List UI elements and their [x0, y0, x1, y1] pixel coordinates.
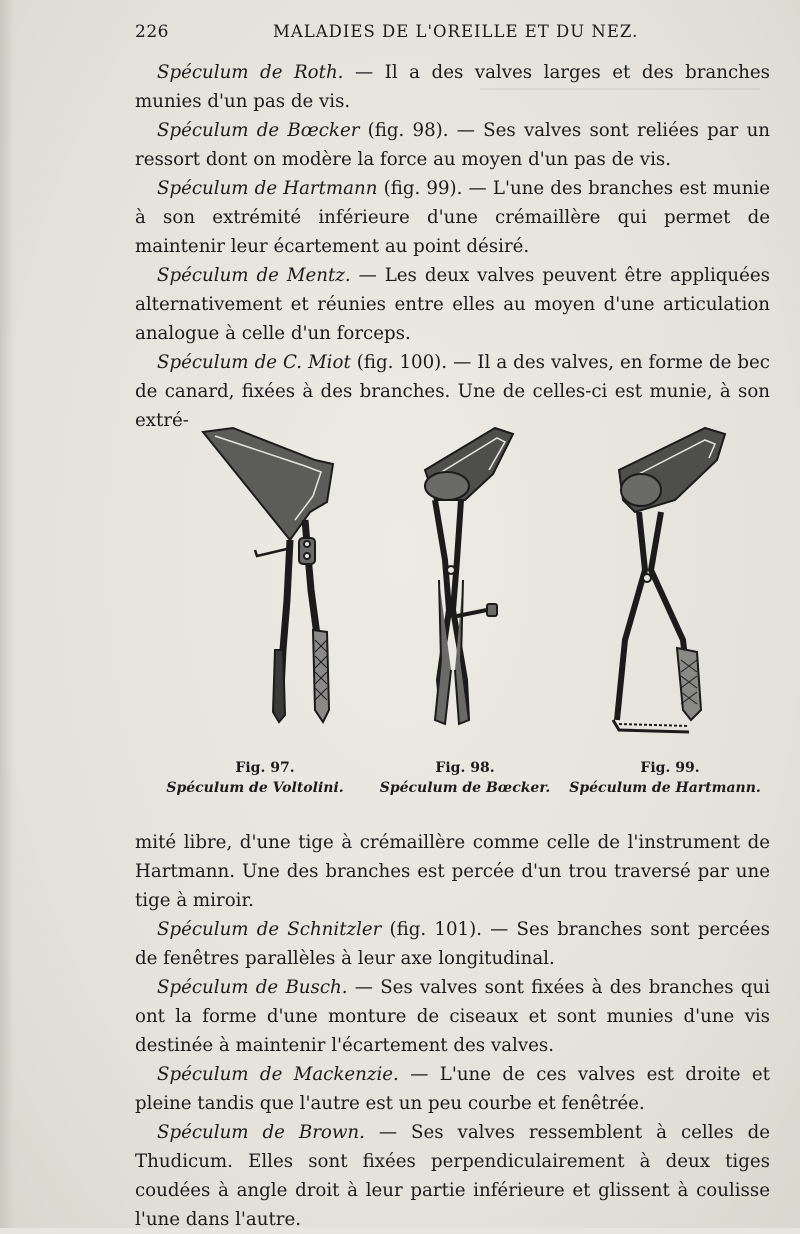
paragraph: Spéculum de Mackenzie. — L'une de ces valves est droite et pleine tandis que l'autre est un peu courbe et fenêtrée.: [135, 1064, 770, 1114]
running-title: MALADIES DE L'OREILLE ET DU NEZ.: [273, 22, 639, 41]
paragraph: Spéculum de Schnitzler (fig. 101). — Ses branches sont percées de fenêtres parallèles à leur axe longitudinal.: [135, 919, 770, 969]
caption-fig97-name: Spéculum de Voltolini.: [166, 780, 344, 796]
voltolini-speculum-illustration: [195, 420, 345, 750]
boecker-speculum-illustration: [405, 420, 525, 750]
running-header: [135, 22, 770, 50]
figure-boecker: [405, 420, 525, 750]
caption-fig99-name: Spéculum de Hartmann.: [569, 780, 761, 796]
page-number: 226: [135, 22, 169, 42]
text-block-top: [135, 58, 770, 435]
paragraph: Spéculum de Roth. — Il a des valves larges et des branches munies d'un pas de vis.: [135, 62, 770, 112]
caption-fig97: Fig. 97.: [235, 760, 295, 776]
text-block-bottom: [135, 828, 770, 1234]
paragraph: Spéculum de Hartmann (fig. 99). — L'une des branches est munie à son extrémité inférieure d'une crémaillère qui permet de maintenir leur écartement au point désiré.: [135, 178, 770, 257]
paragraph: Spéculum de Bœcker (fig. 98). — Ses valves sont reliées par un ressort dont on modère la force au moyen d'un pas de vis.: [135, 120, 770, 170]
paragraph: Spéculum de Mentz. — Les deux valves peuvent être appliquées alternativement et réunies entre elles au moyen d'une articulation analogue à celle d'un forceps.: [135, 265, 770, 344]
paragraph: Spéculum de C. Miot (fig. 100). — Il a des valves, en forme de bec de canard, fixées à des branches. Une de celles-ci est munie, à son extré-: [135, 352, 770, 431]
continuation-paragraph: mité libre, d'une tige à crémaillère comme celle de l'instrument de Hartmann. Une des branches est percée d'un trou traversé par une tige à miroir.: [135, 832, 770, 911]
caption-fig98: Fig. 98.: [435, 760, 495, 776]
figure-voltolini: [195, 420, 345, 750]
paragraph: Spéculum de Brown. — Ses valves ressemblent à celles de Thudicum. Elles sont fixées perpendiculairement à deux tiges coudées à angle droit à leur partie inférieure et glissent à coulisse l'une dans l'autre.: [135, 1122, 770, 1230]
page-edge-shadow: [0, 0, 14, 1228]
caption-fig99: Fig. 99.: [640, 760, 700, 776]
caption-fig98-name: Spéculum de Bœcker.: [379, 780, 551, 796]
figure-hartmann: [605, 420, 745, 750]
hartmann-speculum-illustration: [605, 420, 745, 750]
paragraph: Spéculum de Busch. — Ses valves sont fixées à des branches qui ont la forme d'une monture de ciseaux et sont munies d'une vis destinée à maintenir l'écartement des valves.: [135, 977, 771, 1056]
figure-plate: [150, 420, 770, 820]
